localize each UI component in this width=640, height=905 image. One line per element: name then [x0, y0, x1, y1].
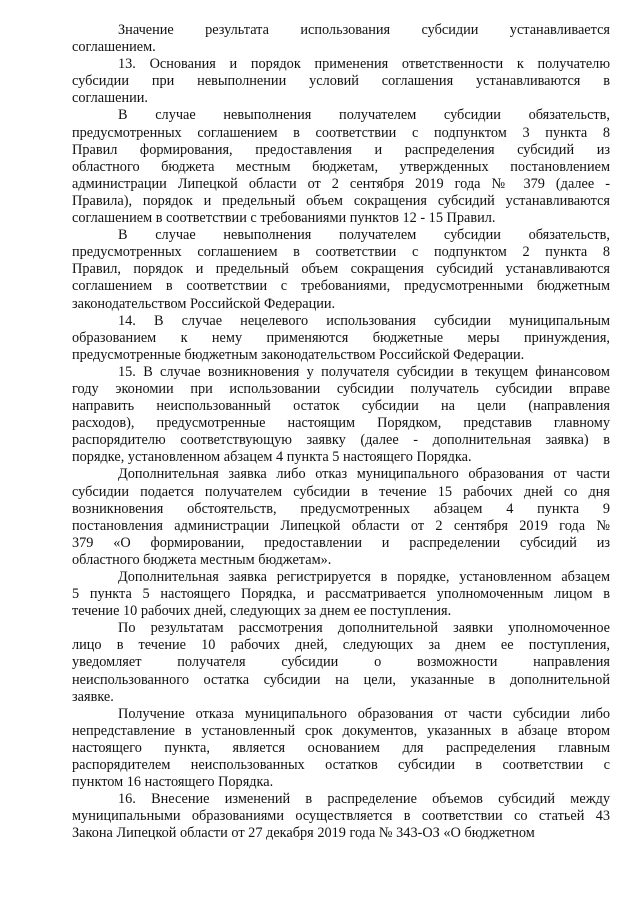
text-line: Значение результата использования субсидии устанавливается	[118, 22, 610, 38]
text-line: направить неиспользованный остаток субсидии на цели (направления	[72, 398, 610, 415]
text-line: предусмотренных соглашением в соответствии с подпунктом 3 пункта 8	[72, 124, 610, 141]
text-line: законодательством Российской Федерации.	[72, 295, 336, 312]
text-line: Получение отказа муниципального образования от части субсидии либо	[118, 705, 610, 722]
paragraph	[72, 620, 610, 705]
text-line: 13. Основания и порядок применения ответственности к получателю	[118, 56, 610, 73]
text-line: 15. В случае возникновения у получателя субсидии в текущем финансовом	[118, 363, 610, 380]
text-line: соглашением в соответствии с требованиями, предусмотренными бюджетным	[72, 278, 610, 295]
paragraph	[72, 227, 610, 312]
text-line: Дополнительная заявка либо отказ муниципального образования от части	[118, 466, 610, 483]
text-line: настоящего пункта, является основанием для распределения главным	[72, 739, 610, 756]
text-line: В случае невыполнения получателем субсидии обязательств,	[118, 107, 610, 124]
text-line: 379 «О формировании, предоставлении и распределении субсидий из	[72, 534, 610, 551]
text-line: соглашением в соответствии с требованиями пунктов 12 - 15 Правил.	[72, 210, 496, 227]
text-line: субсидии при невыполнении условий соглашения устанавливаются в	[72, 73, 610, 90]
paragraph	[72, 107, 610, 227]
text-line: предусмотренных соглашением в соответствии с подпунктом 2 пункта 8	[72, 244, 610, 261]
text-line: субсидии подается получателем субсидии в течение 15 рабочих дней со дня	[72, 483, 610, 500]
text-line: расходов), предусмотренные настоящим Порядком, представив главному	[72, 415, 610, 432]
text-line: муниципальными образованиями осуществляется в соответствии со статьей 43	[72, 808, 610, 825]
text-line: Правил формирования, предоставления и распределения субсидий из	[72, 141, 610, 158]
paragraph	[72, 791, 610, 842]
text-line: Закона Липецкой области от 27 декабря 2019 года № 343-ОЗ «О бюджетном	[72, 825, 535, 842]
paragraph	[72, 706, 610, 791]
paragraph	[72, 56, 610, 107]
text-line: пунктом 16 настоящего Порядка.	[72, 774, 274, 791]
paragraph	[72, 22, 610, 56]
text-line: постановления администрации Липецкой области от 2 сентября 2019 года №	[72, 517, 610, 534]
text-line: распорядителю соответствующую заявку (далее - дополнительная заявка) в	[72, 432, 610, 449]
text-line: Правил, порядок и предельный объем сокращения субсидий устанавливаются	[72, 261, 610, 278]
text-line: соглашении.	[72, 90, 148, 107]
text-line: заявке.	[72, 688, 114, 705]
text-line: непредставление в установленный срок документов, указанных в абзаце втором	[72, 722, 610, 739]
text-line: Дополнительная заявка регистрируется в порядке, установленном абзацем	[118, 569, 610, 585]
text-line: 16. Внесение изменений в распределение объемов субсидий между	[118, 791, 610, 808]
text-line: возникновения обстоятельств, предусмотренных абзацем 4 пункта 9	[72, 500, 610, 517]
text-line: предусмотренные бюджетным законодательством Российской Федерации.	[72, 346, 525, 363]
text-line: уведомляет получателя субсидии о возможности направления	[72, 654, 610, 671]
text-line: распорядителем неиспользованных остатков субсидии в соответствии с	[72, 757, 610, 774]
text-line: течение 10 рабочих дней, следующих за днем ее поступления.	[72, 603, 452, 620]
document-body	[72, 22, 610, 843]
text-line: областного бюджета местным бюджетам, утвержденных постановлением	[72, 158, 610, 175]
text-line: В случае невыполнения получателем субсидии обязательств,	[118, 227, 610, 244]
text-line: соглашением.	[72, 39, 156, 56]
text-line: Правила), порядок и предельный объем сокращения субсидий устанавливаются	[72, 192, 610, 209]
text-line: неиспользованного остатка субсидии на цели, указанные в дополнительной	[72, 671, 610, 688]
text-line: лицо в течение 10 рабочих дней, следующих за днем ее поступления,	[72, 637, 610, 654]
text-line: По результатам рассмотрения дополнительной заявки уполномоченное	[118, 620, 610, 637]
text-line: году экономии при использовании субсидии получатель субсидии вправе	[72, 380, 610, 397]
text-line: порядке, установленном абзацем 4 пункта 5 настоящего Порядка.	[72, 449, 472, 466]
paragraph	[72, 364, 610, 467]
text-line: администрации Липецкой области от 2 сентября 2019 года № 379 (далее -	[72, 175, 610, 192]
text-line: областного бюджета местным бюджетам».	[72, 551, 332, 568]
paragraph	[72, 313, 610, 364]
paragraph	[72, 569, 610, 620]
paragraph	[72, 466, 610, 569]
text-line: образованием к нему применяются бюджетные меры принуждения,	[72, 329, 610, 346]
text-line: 14. В случае нецелевого использования субсидии муниципальным	[118, 312, 610, 329]
text-line: 5 пункта 5 настоящего Порядка, и рассматривается уполномоченным лицом в	[72, 586, 610, 603]
